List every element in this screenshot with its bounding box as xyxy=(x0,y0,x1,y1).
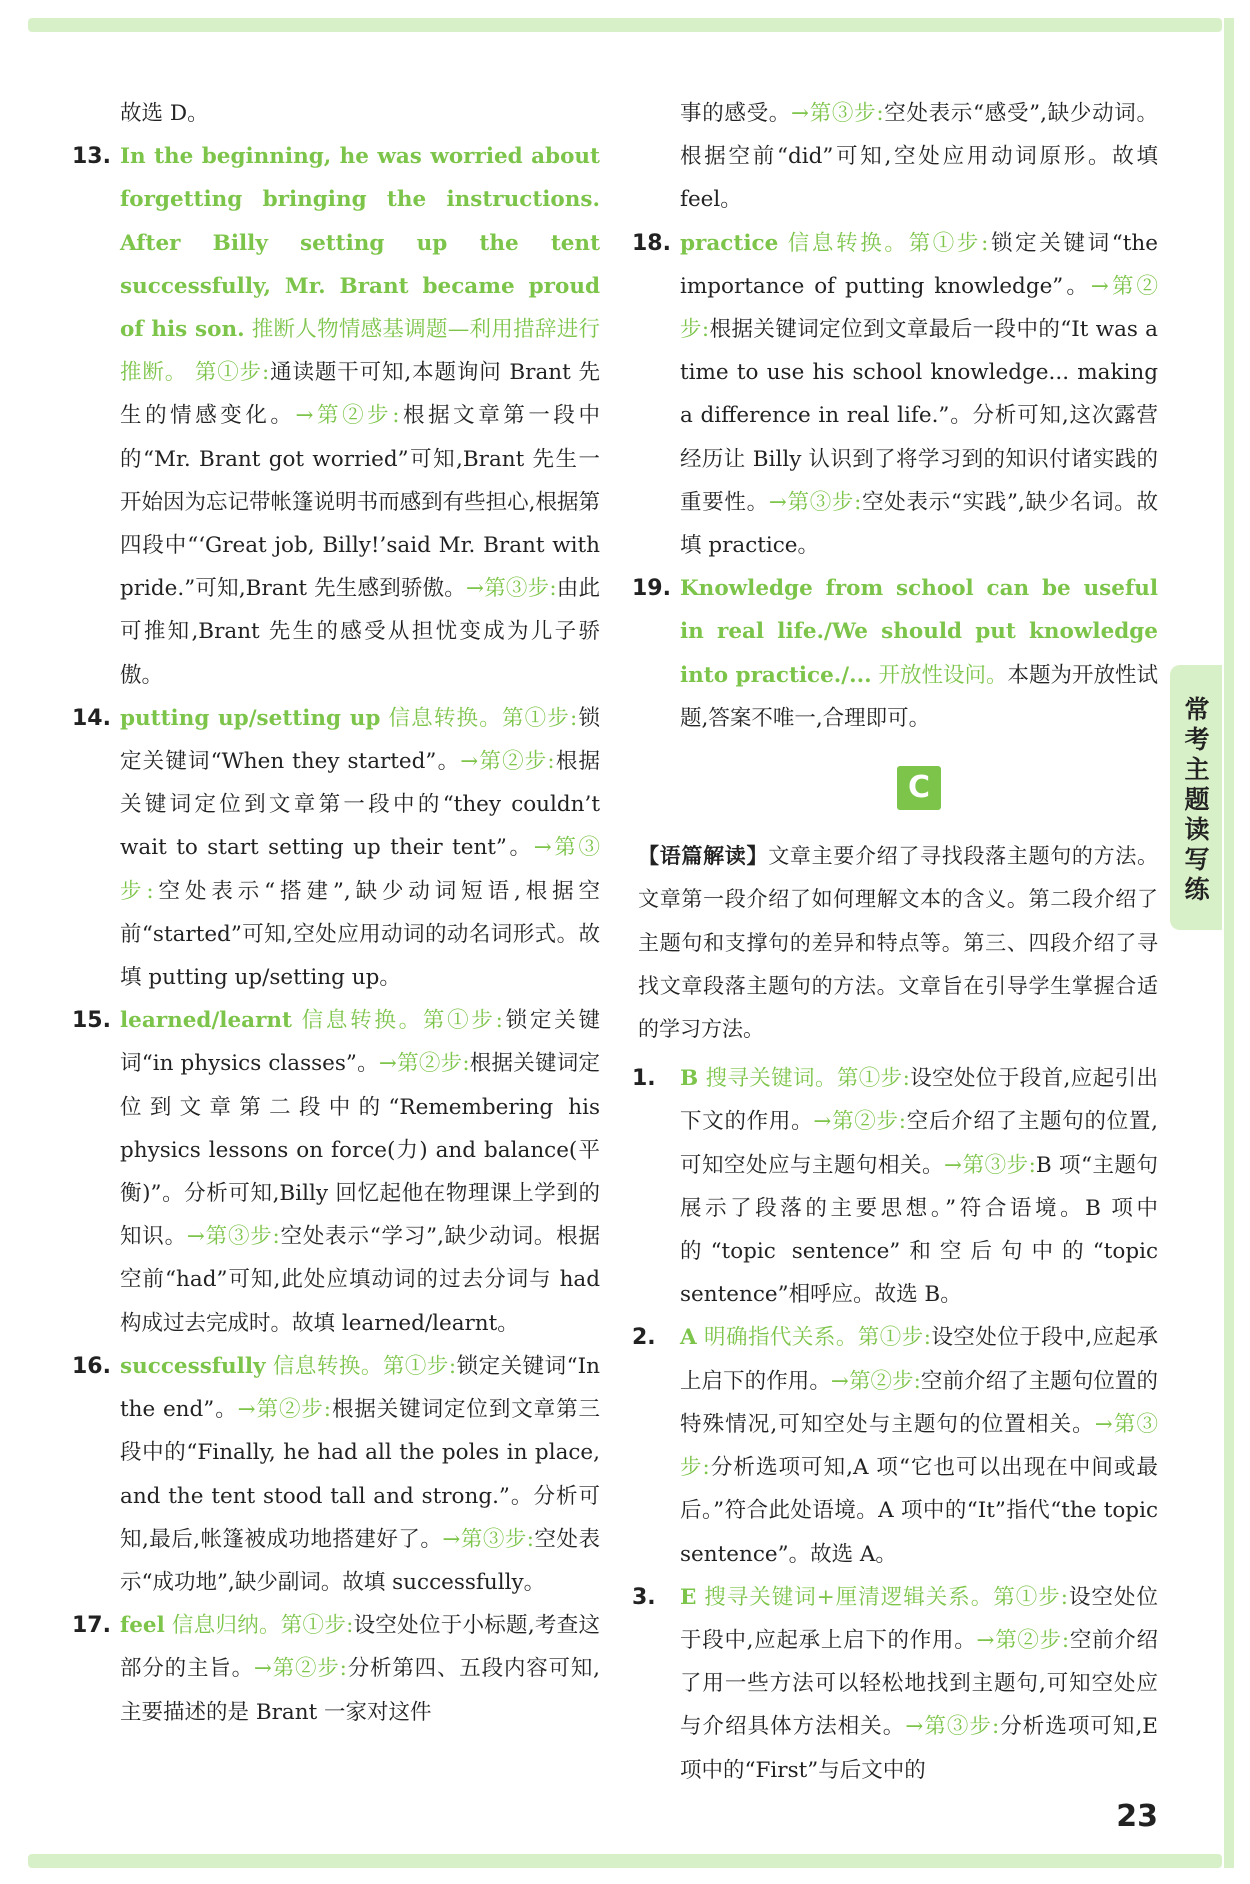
step-2-text: 根据关键词定位到文章第二段中的“Remembering his physics lessons on force(力) and balance(平衡)”。分析可知,Billy 回忆起他在物理课上学到的知识。 xyxy=(120,1051,600,1250)
analysis-label: 【语篇解读】 xyxy=(638,843,769,869)
step-3: →第③步: xyxy=(186,1224,280,1250)
question-type: 明确指代关系。 xyxy=(704,1325,858,1351)
step-1: 第①步: xyxy=(836,1066,910,1092)
answer: successfully xyxy=(120,1353,266,1379)
step-1: 第①步: xyxy=(382,1353,457,1379)
question-18 xyxy=(632,222,1158,568)
right-border xyxy=(1224,18,1234,1868)
step-3-text: B 项“主题句展示了段落的主要思想。”符合语境。B 项中的“topic sentence”和空后句中的“topic sentence”相呼应。故选 B。 xyxy=(680,1152,1158,1308)
step-3-text: 由此可推知,Brant 先生的感受从担忧变成为儿子骄傲。 xyxy=(120,576,600,688)
question-type: 信息转换。 xyxy=(787,230,909,256)
step-2-text: 根据关键词定位到文章第三段中的“Finally, he had all the poles in place, and the tent stood tall and strong.”。分析可知,最后,帐篷被成功地搭建好了。 xyxy=(120,1397,600,1552)
step-3: →第③步: xyxy=(442,1526,535,1552)
question-number: 17. xyxy=(72,1613,111,1639)
step-3-text: 空处表示“学习”,缺少动词。根据空前“had”可知,此处应填动词的过去分词与 had 构成过去完成时。故填 learned/learnt。 xyxy=(120,1224,600,1336)
question-17 xyxy=(72,1604,600,1734)
question-number: 14. xyxy=(72,705,111,731)
step-1-text: 设空处位于小标题,考查这部分的主旨。 xyxy=(120,1613,600,1682)
step-2: →第②步: xyxy=(813,1109,906,1135)
left-column xyxy=(72,92,601,1734)
step-2-text: 分析第四、五段内容可知,主要描述的是 Brant 一家对这件 xyxy=(120,1656,600,1725)
question-type: 信息归纳。 xyxy=(171,1613,281,1639)
question-13 xyxy=(72,135,600,697)
question-type: 搜寻关键词+厘清逻辑关系。 xyxy=(704,1584,994,1610)
step-3: →第③步: xyxy=(120,835,600,904)
step-2-text-cont: 事的感受。 xyxy=(680,101,791,126)
step-2: →第②步: xyxy=(976,1627,1070,1653)
step-2-text: 根据关键词定位到文章第一段中的“they couldn’t wait to start setting up their tent”。 xyxy=(120,749,600,861)
step-3: →第③步: xyxy=(680,1411,1159,1481)
step-1: 第①步: xyxy=(280,1613,354,1639)
question-number: 1. xyxy=(632,1066,656,1092)
side-tab-label: 常考主题读写练 xyxy=(1184,695,1210,904)
question-number: 15. xyxy=(72,1008,111,1034)
question-type: 信息转换。 xyxy=(301,1008,423,1034)
step-1-text: 锁定关键词“When they started”。 xyxy=(120,705,600,775)
section-c-badge: C xyxy=(897,766,941,810)
step-1-text: 锁定关键词“in physics classes”。 xyxy=(120,1008,600,1077)
bottom-border xyxy=(28,1854,1222,1868)
right-column xyxy=(632,92,1159,1792)
answer: learned/learnt xyxy=(120,1008,292,1034)
answer: E xyxy=(680,1584,697,1610)
step-1-text: 设空处位于段中,应起承上启下的作用。 xyxy=(680,1325,1158,1394)
intro-line: 故选 D。 xyxy=(120,101,209,126)
question-19 xyxy=(632,567,1158,740)
question-number: 18. xyxy=(632,230,671,256)
step-1: 第①步: xyxy=(501,705,578,731)
step-1: 第①步: xyxy=(194,360,270,386)
step-3: →第③步: xyxy=(944,1152,1036,1178)
passage-analysis xyxy=(638,834,1158,1051)
question-c1 xyxy=(632,1057,1158,1316)
question-17-continued xyxy=(680,92,1158,222)
question-c2 xyxy=(632,1316,1159,1575)
step-1: 第①步: xyxy=(993,1584,1068,1610)
step-2-text: 空前介绍了主题句位置的特殊情况,可知空处与主题句的位置相关。 xyxy=(680,1368,1158,1437)
page-number: 23 xyxy=(1116,1799,1158,1834)
side-tab xyxy=(1170,665,1222,930)
analysis-text: 文章主要介绍了寻找段落主题句的方法。文章第一段介绍了如何理解文本的含义。第二段介绍了主题句和支撑句的差异和特点等。第三、四段介绍了寻找文章段落主题句的方法。文章旨在引导学生掌握合适的学习方法。 xyxy=(638,844,1159,1042)
question-type: 搜寻关键词。 xyxy=(705,1066,837,1092)
question-number: 19. xyxy=(632,576,671,602)
section-header xyxy=(680,766,1158,812)
step-2-text: 根据关键词定位到文章最后一段中的“It was a time to use his school knowledge... making a difference in real life.”。分析可知,这次露营经历让 Billy 认识到了将学习到的知识付诸实践的重要性。 xyxy=(680,317,1158,515)
question-15 xyxy=(72,999,600,1345)
step-3: →第③步: xyxy=(466,576,557,602)
step-1-text: 锁定关键词“the importance of putting knowledge”。 xyxy=(680,230,1158,299)
step-2: →第②步: xyxy=(237,1397,332,1423)
step-3: →第③步: xyxy=(905,1714,1000,1740)
step-3-text: 空处表示“搭建”,缺少动词短语,根据空前“started”可知,空处应用动词的动名词形式。故填 putting up/setting up。 xyxy=(120,878,601,991)
step-3: →第③步: xyxy=(768,489,862,515)
question-type: 开放性设问。 xyxy=(878,662,1008,688)
question-number: 13. xyxy=(72,144,111,170)
step-1: 第①步: xyxy=(422,1008,503,1034)
question-14 xyxy=(72,697,601,999)
step-2: →第②步: xyxy=(830,1368,921,1394)
step-1-text: 锁定关键词“In the end”。 xyxy=(120,1353,600,1423)
question-number: 3. xyxy=(632,1584,656,1610)
step-3: →第③步: xyxy=(791,101,884,126)
question-type: 推断人物情感基调题—利用措辞进行推断。 xyxy=(120,317,600,386)
step-2: →第②步: xyxy=(253,1656,347,1682)
step-1: 第①步: xyxy=(857,1325,931,1351)
step-2: →第②步: xyxy=(378,1051,470,1077)
question-number: 16. xyxy=(72,1353,111,1379)
step-2-text: 空后介绍了主题句的位置,可知空处应与主题句相关。 xyxy=(680,1109,1158,1178)
step-2-text: 根据文章第一段中的“Mr. Brant got worried”可知,Brant 先生一开始因为忘记带帐篷说明书而感到有些担心,根据第四段中“‘Great job, Billy!’said Mr. Brant with pride.”可知,Brant 先生感到骄傲。 xyxy=(120,403,600,602)
step-2: →第②步: xyxy=(295,403,400,429)
step-3-text: 分析选项可知,A 项“它也可以出现在中间或最后。”符合此处语境。A 项中的“It”指代“the topic sentence”。故选 A。 xyxy=(680,1455,1158,1567)
step-1-text: 设空处位于段中,应起承上启下的作用。 xyxy=(680,1584,1158,1653)
question-c3 xyxy=(632,1576,1158,1792)
step-2: →第②步: xyxy=(460,749,555,775)
step-3-text: 分析选项可知,E 项中的“First”与后文中的 xyxy=(680,1714,1158,1783)
question-number: 2. xyxy=(632,1325,656,1351)
answer: In the beginning, he was worried about forgetting bringing the instructions. After Billy setting up the tent successfully, Mr. Brant became proud of his son. xyxy=(120,144,600,343)
step-3-text: 空处表示“实践”,缺少名词。故填 practice。 xyxy=(680,489,1158,559)
answer: putting up/setting up xyxy=(120,705,381,731)
question-16 xyxy=(72,1345,600,1604)
step-3-text: 空处表示“感受”,缺少动词。根据空前“did”可知,空处应用动词原形。故填 feel。 xyxy=(680,101,1158,213)
answer: B xyxy=(680,1066,699,1092)
step-1-text: 通读题干可知,本题询问 Brant 先生的情感变化。 xyxy=(120,360,600,429)
answer: practice xyxy=(680,230,779,256)
answer-note: 本题为开放性试题,答案不唯一,合理即可。 xyxy=(680,662,1158,731)
answer: A xyxy=(680,1325,697,1351)
question-type: 信息转换。 xyxy=(272,1353,383,1379)
answer: feel xyxy=(120,1613,165,1639)
step-2-text: 空前介绍了用一些方法可以轻松地找到主题句,可知空处应与介绍具体方法相关。 xyxy=(680,1627,1158,1740)
step-1: 第①步: xyxy=(908,230,989,256)
step-2: →第②步: xyxy=(680,273,1158,343)
top-border xyxy=(28,18,1222,32)
step-3-text: 空处表示“成功地”,缺少副词。故填 successfully。 xyxy=(120,1526,600,1595)
step-1-text: 设空处位于段首,应起引出下文的作用。 xyxy=(680,1066,1158,1135)
question-type: 信息转换。 xyxy=(388,705,502,731)
answer: Knowledge from school can be useful in real life./We should put knowledge into practice./... xyxy=(680,576,1158,688)
